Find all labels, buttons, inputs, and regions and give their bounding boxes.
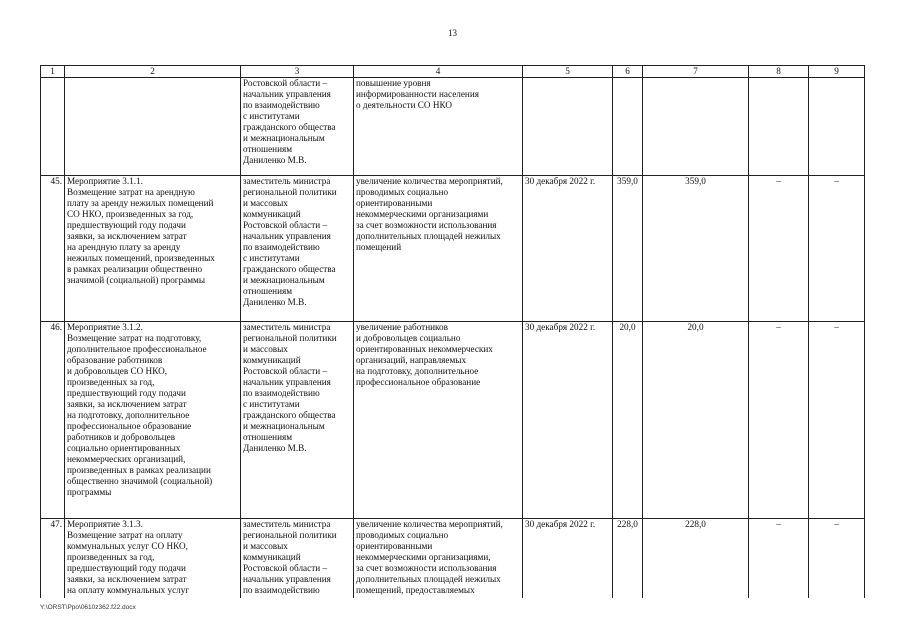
column-header: 1 (41, 66, 65, 78)
value-cell: – (809, 322, 865, 519)
date-cell: 30 декабря 2022 г. (523, 519, 613, 598)
date-cell (523, 78, 613, 176)
value-cell: 20,0 (613, 322, 643, 519)
table-row (41, 176, 865, 322)
value-cell: 359,0 (643, 176, 749, 322)
event-cell: Мероприятие 3.1.2. Возмещение затрат на подготовку, дополнительное профессиональное образование работников и добровольцев СО НКО, произведенных за год, предшествующий году подачи заявки, за исключением затрат на подготовку, дополнительное профессиональное образование работников и добровольцев социально ориентированных некоммерческих организаций, произведенных в рамках реализации общественно значимой (социальной) программы (65, 322, 241, 519)
value-cell: – (809, 519, 865, 598)
column-header: 8 (749, 66, 809, 78)
result-cell: увеличение количества мероприятий, проводимых социально ориентированными некоммерческими организациями, за счет возможности использования дополнительных площадей нежилых помещений, предоставляемых (354, 519, 523, 598)
column-header: 3 (241, 66, 354, 78)
file-path-footer: Y:\ORST\Ppo\0610z362.f22.docx (40, 604, 136, 611)
event-cell: Мероприятие 3.1.3. Возмещение затрат на оплату коммунальных услуг СО НКО, произведенных за год, предшествующий году подачи заявки, за исключением затрат на оплату коммунальных услуг (65, 519, 241, 598)
value-cell: – (749, 322, 809, 519)
table-row (41, 519, 865, 598)
row-number (41, 78, 65, 176)
value-cell (613, 78, 643, 176)
value-cell (749, 78, 809, 176)
value-cell: 228,0 (643, 519, 749, 598)
column-header: 6 (613, 66, 643, 78)
value-cell: 20,0 (643, 322, 749, 519)
row-number: 46. (41, 322, 65, 519)
value-cell: 359,0 (613, 176, 643, 322)
responsible-cell: заместитель министра региональной политики и массовых коммуникаций Ростовской области – начальник управления по взаимодействию (241, 519, 354, 598)
table-row (41, 322, 865, 519)
date-cell: 30 декабря 2022 г. (523, 322, 613, 519)
result-cell: увеличение работников и добровольцев социально ориентированных некоммерческих организаций, направляемых на подготовку, дополнительное профессиональное образование (354, 322, 523, 519)
result-cell: увеличение количества мероприятий, проводимых социально ориентированными некоммерческими организациями за счет возможности использования дополнительных площадей нежилых помещений (354, 176, 523, 322)
event-cell: Мероприятие 3.1.1. Возмещение затрат на арендную плату за аренду нежилых помещений СО НКО, произведенных за год, предшествующий году подачи заявки, за исключением затрат на арендную плату за аренду нежилых помещений, произведенных в рамках реализации общественно значимой (социальной) программы (65, 176, 241, 322)
event-cell (65, 78, 241, 176)
program-table (40, 65, 865, 598)
table-row (41, 78, 865, 176)
value-cell: – (749, 176, 809, 322)
column-header: 5 (523, 66, 613, 78)
responsible-cell: заместитель министра региональной политики и массовых коммуникаций Ростовской области – начальник управления по взаимодействию с институтами гражданского общества и межнациональным отношениям Даниленко М.В. (241, 322, 354, 519)
value-cell (809, 78, 865, 176)
column-number-row (41, 66, 865, 78)
page-number: 13 (448, 28, 457, 38)
date-cell: 30 декабря 2022 г. (523, 176, 613, 322)
row-number: 45. (41, 176, 65, 322)
responsible-cell: Ростовской области – начальник управления по взаимодействию с институтами гражданского общества и межнациональным отношениям Даниленко М.В. (241, 78, 354, 176)
row-number: 47. (41, 519, 65, 598)
column-header: 7 (643, 66, 749, 78)
result-cell: повышение уровня информированности населения о деятельности СО НКО (354, 78, 523, 176)
column-header: 9 (809, 66, 865, 78)
value-cell: 228,0 (613, 519, 643, 598)
value-cell (643, 78, 749, 176)
column-header: 4 (354, 66, 523, 78)
value-cell: – (749, 519, 809, 598)
value-cell: – (809, 176, 865, 322)
column-header: 2 (65, 66, 241, 78)
responsible-cell: заместитель министра региональной политики и массовых коммуникаций Ростовской области – начальник управления по взаимодействию с институтами гражданского общества и межнациональным отношениям Даниленко М.В. (241, 176, 354, 322)
